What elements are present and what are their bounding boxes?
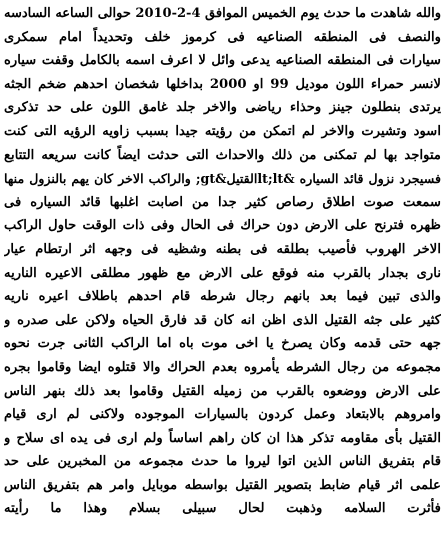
text-line-16: مجموعه من رجال الشرطه يأمروه بعدم الحراك والا قتلوه ايضا وقاموا بجره [4,359,441,375]
text-line-22: فأثرت السلامه وذهبت لحال سبيلى بسلام وهذا ما رأيته [4,501,441,517]
text-line-4: لانسر حمراء اللون موديل 99 او 2000 بداخلها شخصان احدهم ضخم الجثه [4,76,441,92]
text-line-6: اسود وتشيرت والاخر لم اتمكن من رؤيته جيدا بسبب زاويه الرؤيه التى كنت [4,123,441,139]
text-line-19: القتيل بأى مقاومه تذكر هذا ان كان راهم اساساً ولم ارى فى يده اى سلاح و [4,430,441,446]
text-line-8: فسيجرد نزول قائد السياره &lt;ltالقتيل&gt; والراكب الاخر كان يهم بالنزول منها [4,171,441,187]
text-line-7: متواجد بها لم تمكنى من ذلك والاحداث التى حدثت ايضاً كانت سريعه التتابع [4,147,441,163]
text-line-2: والنصف فى المنطقه الصناعيه فى كرموز خلف وتحديداً امام سمكرى [4,29,441,45]
text-line-5: يرتدى بنطلون جينز وحذاء رياضى والاخر جلد غامق اللون على حد تذكرى [4,100,441,116]
text-line-11: الاخر الهروب فأصيب بطلقه فى بطنه وشظيه فى وجهه اثر ارتطام عيار [4,241,441,257]
text-line-14: كثير على جثه القتيل الذى اظن انه كان قد فارق الحياه ولاكن على صدره و [4,312,441,328]
text-line-1: والله شاهدت ما حدث يوم الخميس الموافق 4-2-2010 حوالى الساعه السادسه [4,6,441,21]
text-line-21: علمى اثر قيام ضابط بتصوير القتيل بواسطه موبايل وامر هم بتفريق الناس [4,477,441,493]
text-line-12: نارى بجدار بالقرب منه فوقع على الارض مع ظهور مطلقى الاعيره الناريه [4,265,441,281]
text-line-10: ظهره فترنح على الارض دون حراك فى الحال وفى ذات الوقت حاول الراكب [4,218,441,234]
text-line-15: جهه حتى قدمه وكان يصرخ يا اخى موت باه اما الراكب الثانى جرت نحوه [4,336,441,352]
text-line-13: والذى تبين فيما بعد بانهم رجال شرطه قام احدهم باطلاف اعيره ناريه [4,289,441,305]
text-line-17: على الارض ووضعوه بالقرب من زميله القتيل وقاموا بعد ذلك بنهر الناس [4,383,441,399]
text-line-9: سمعت صوت اطلاق رصاص كثير جدا من اصابت اغلبها قائد السياره فى [4,194,441,210]
text-line-3: سيارات فى المنطقه الصناعيه يدعى وائل لا اعرف اسمه بالكامل وقفت سياره [4,53,441,69]
text-line-18: وامروهم بالابتعاد وعمل كردون بالسيارات الموجوده ولاكنى لم ارى قيام [4,407,441,423]
text-line-20: قام بتفريق الناس الذين اتوا ليروا ما حدث مجموعه من المخبرين على حد [4,454,441,470]
